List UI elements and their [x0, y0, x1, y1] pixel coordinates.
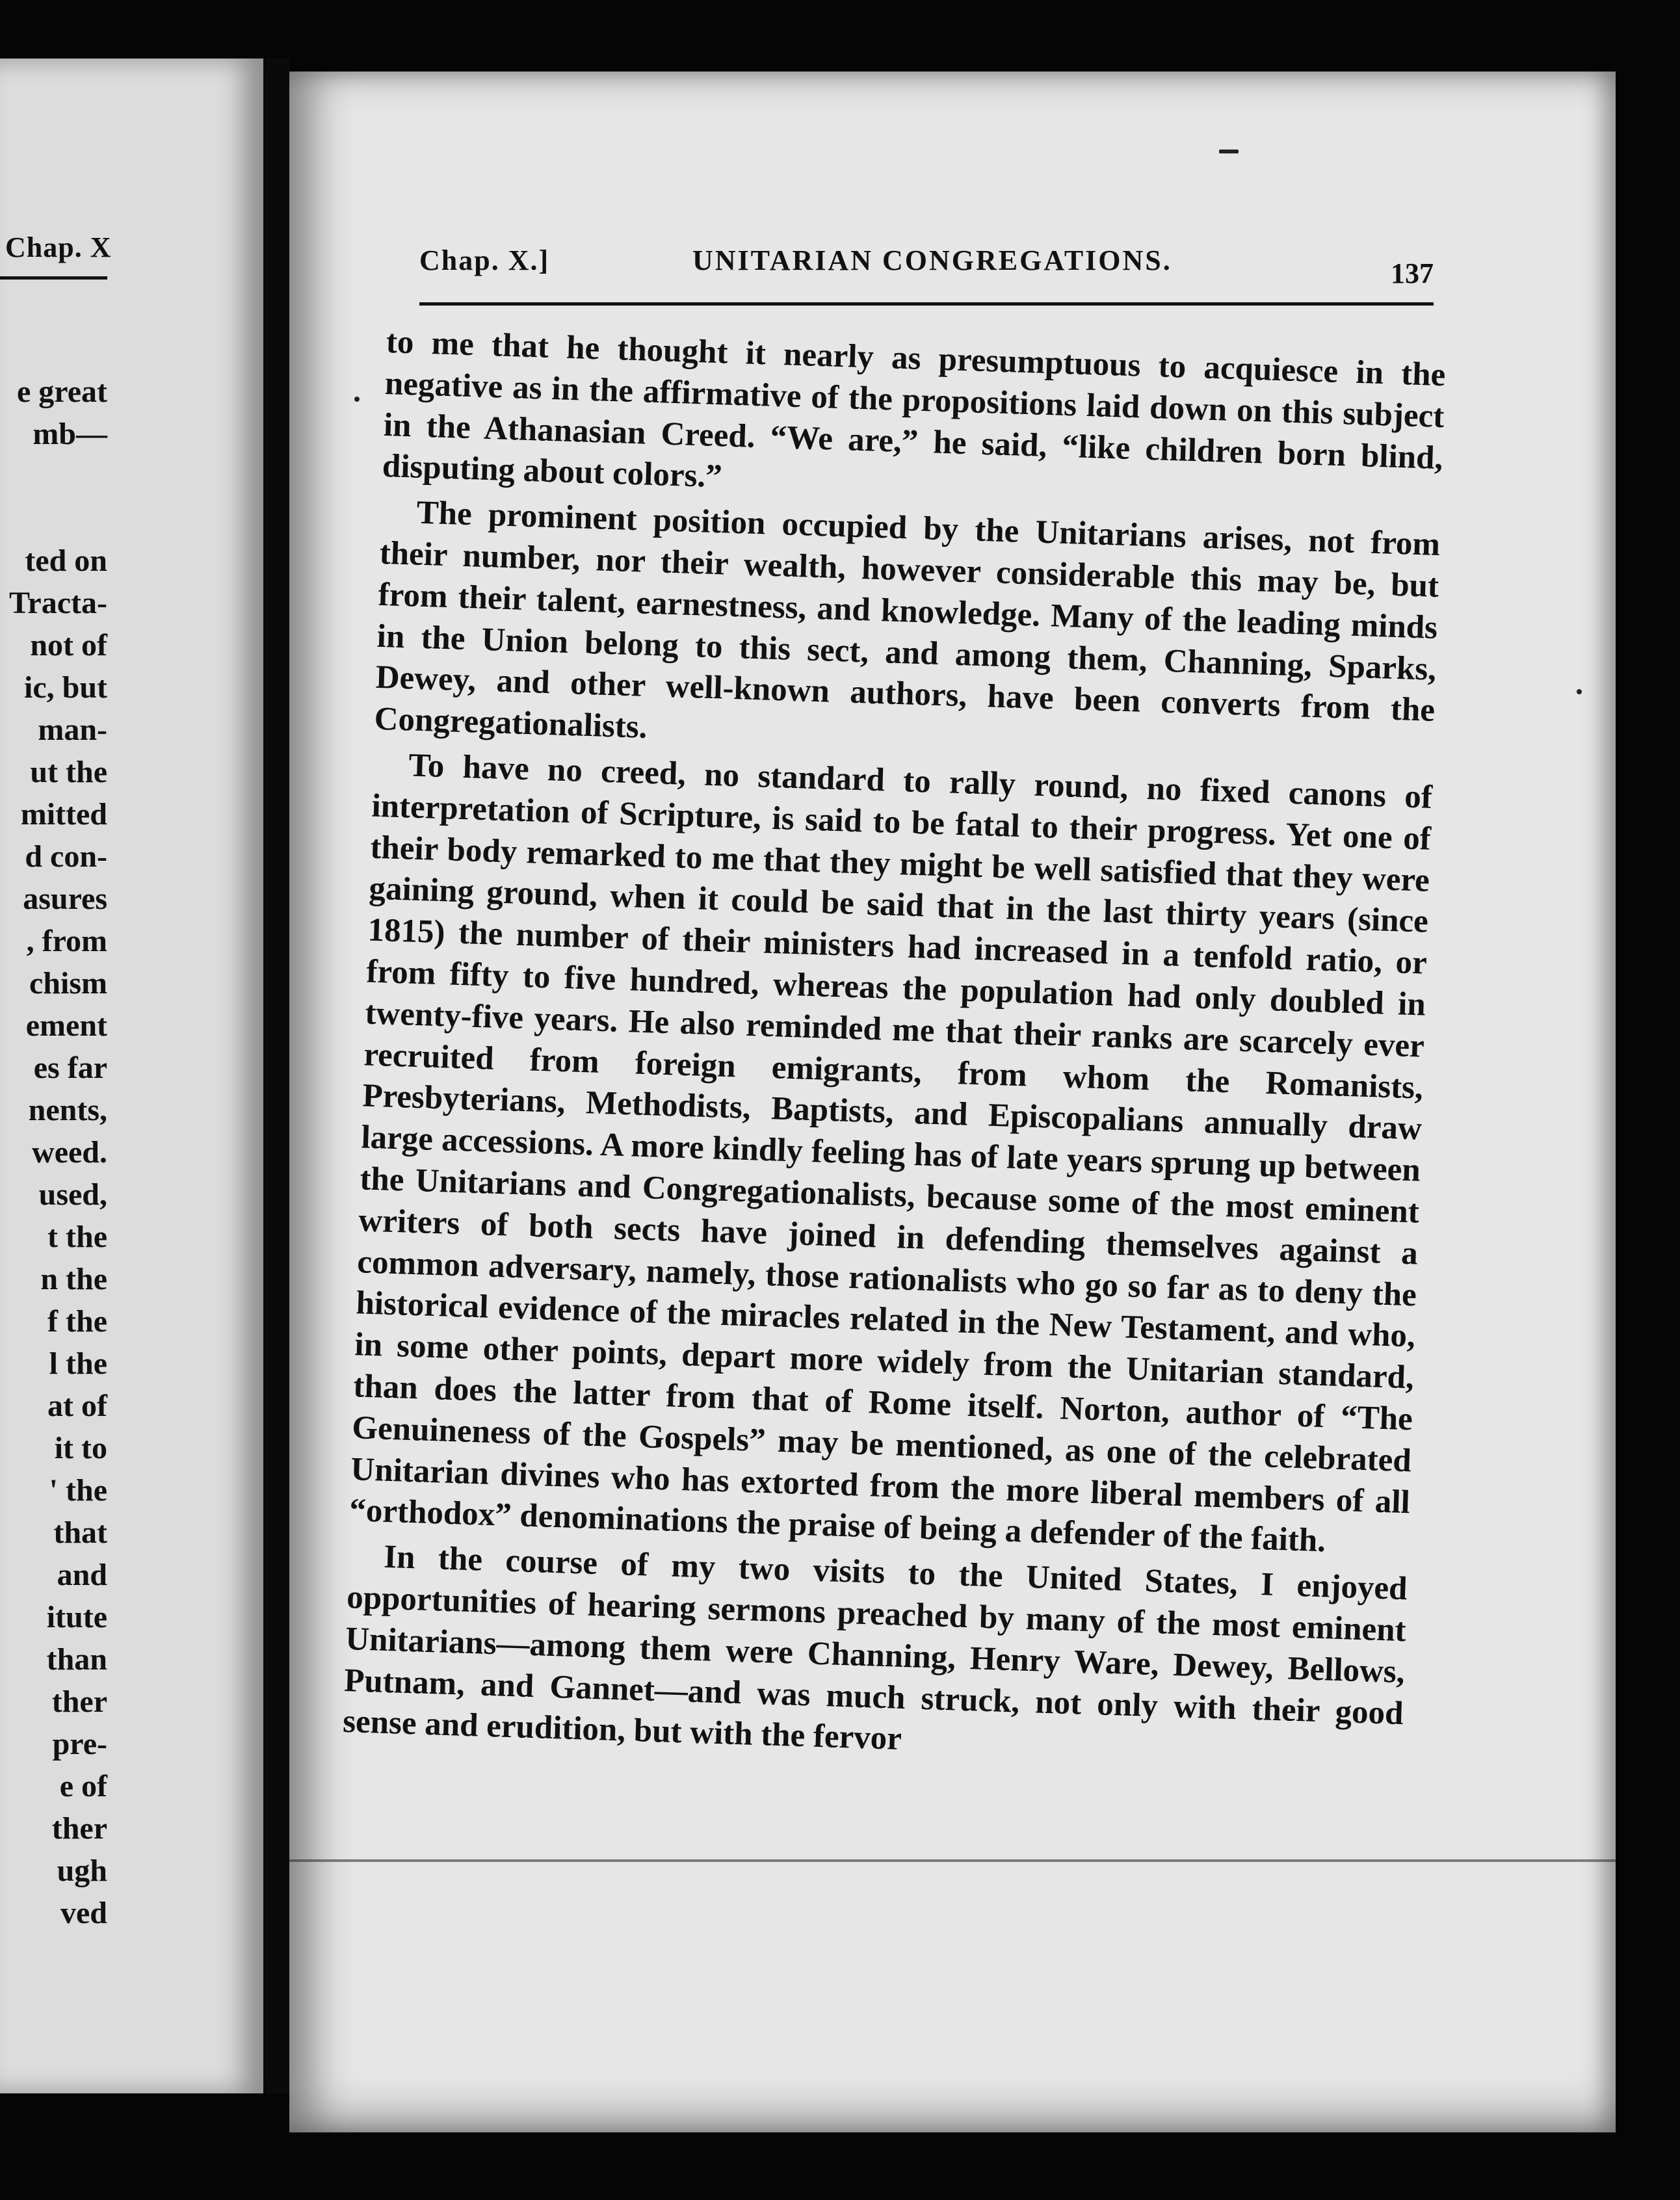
facing-page-line: man-	[38, 713, 107, 747]
paragraph: In the course of my two visits to the United States, I enjoyed opportunities of hearing sermons preached by many of the most eminent Unitarians—among them were Channing, Henry Ware, Dewey, Bellows, Putnam, and Gannet—and was much struck, not only with their good sense and erudition, but with the fervor	[342, 1538, 1408, 1758]
facing-page-line: that	[53, 1515, 107, 1550]
facing-page-fragments	[0, 371, 107, 1934]
facing-page-line: ted on	[25, 543, 107, 578]
chapter-label: Chap. X.]	[419, 244, 550, 276]
facing-page-rule	[0, 276, 107, 280]
scan-scratch-line	[289, 1859, 1616, 1862]
facing-page-line: es far	[33, 1051, 107, 1085]
facing-page-line: d con-	[25, 839, 107, 874]
facing-page-line: mitted	[20, 797, 107, 832]
page-number: 137	[1391, 257, 1434, 289]
facing-page-line: ement	[25, 1008, 107, 1043]
facing-page-line: t the	[47, 1220, 107, 1254]
facing-page-line: ved	[60, 1896, 107, 1930]
facing-page-line: ic, but	[23, 670, 107, 705]
scan-speck	[1577, 689, 1582, 694]
facing-page-line: f the	[47, 1304, 107, 1339]
facing-page-line: itute	[46, 1600, 107, 1634]
facing-page-line: weed.	[32, 1135, 107, 1170]
book-gutter	[263, 59, 289, 2093]
facing-page-line: it to	[54, 1431, 107, 1465]
facing-page-line: and	[57, 1558, 107, 1592]
facing-page-line: l the	[49, 1346, 107, 1381]
facing-page-line: chism	[29, 966, 107, 1001]
running-title: UNITARIAN CONGREGATIONS.	[692, 244, 1172, 276]
facing-page-line: e great	[16, 374, 107, 409]
facing-page-gap	[0, 455, 107, 540]
scan-speck	[1219, 150, 1239, 153]
scan-speck	[354, 397, 360, 402]
facing-page-line: ther	[51, 1811, 107, 1846]
facing-page-line: ut the	[30, 755, 107, 789]
facing-page-line: , from	[26, 924, 107, 958]
header-rule	[419, 302, 1434, 306]
facing-page	[0, 59, 263, 2093]
paragraph: To have no creed, no standard to rally round, no fixed canons of interpretation of Scripture, is said to be fatal to their progress. Yet one of their body remarked to me that they might be well satisfied that they were gaining ground, when it could be said that in the last thirty years (since 1815) the number of their ministers had increased in a tenfold ratio, or from fifty to five hundred, whereas the population had only doubled in twenty-five years. He also reminded me that their ranks are scarcely ever recruited from foreign emigrants, from whom the Romanists, Presbyterians, Methodists, Baptists, and Episcopalians annually draw large accessions. A more kindly feeling has of late years sprung up between the Unitarians and Congregationalists, because some of the most eminent writers of both sects have joined in defending themselves against a common adversary, namely, those rationalists who go so far as to deny the historical evidence of the miracles related in the New Testament, and who, in some other points, depart more widely from the Unitarian standard, than does the latter from that of Rome itself. Norton, author of “The Genuineness of the Gospels” may be mentioned, as one of the celebrated Unitarian divines who has extorted from the more liberal members of all “orthodox” denominations the praise of being a defender of the faith.	[348, 747, 1433, 1560]
facing-page-line: nents,	[28, 1093, 107, 1127]
facing-page-header: Chap. X	[5, 231, 112, 263]
facing-page-line: not of	[30, 628, 107, 662]
running-header	[419, 244, 1434, 289]
paragraph: to me that he thought it nearly as presumptuous to acquiesce in the negative as in the affirmative of the propositions laid down on this subject in the Athanasian Creed. “We are,” he said, “like children born blind, disputing about colors.”	[382, 323, 1447, 495]
facing-page-line: used,	[38, 1177, 107, 1212]
facing-page-line: pre-	[52, 1727, 107, 1761]
facing-page-line: ' the	[49, 1473, 107, 1508]
facing-page-line: Tracta-	[8, 586, 107, 620]
facing-page-line: ugh	[57, 1853, 107, 1888]
body-text	[342, 322, 1446, 1776]
paragraph: The prominent position occupied by the Unitarians arises, not from their number, nor their wealth, however considerable this may be, but from their talent, earnestness, and knowledge. Many of the leading minds in the Union belong to this sect, and among them, Channing, Sparks, Dewey, and other well-known authors, have been converts from the Congregationalists.	[373, 494, 1441, 746]
facing-page-line: at of	[47, 1389, 107, 1423]
facing-page-line: e of	[59, 1769, 107, 1803]
facing-page-line: asures	[23, 882, 107, 916]
facing-page-line: than	[46, 1642, 107, 1677]
facing-page-line: mb—	[33, 417, 107, 451]
facing-page-line: ther	[51, 1684, 107, 1719]
facing-page-line: n the	[40, 1262, 107, 1296]
page	[289, 72, 1616, 2132]
